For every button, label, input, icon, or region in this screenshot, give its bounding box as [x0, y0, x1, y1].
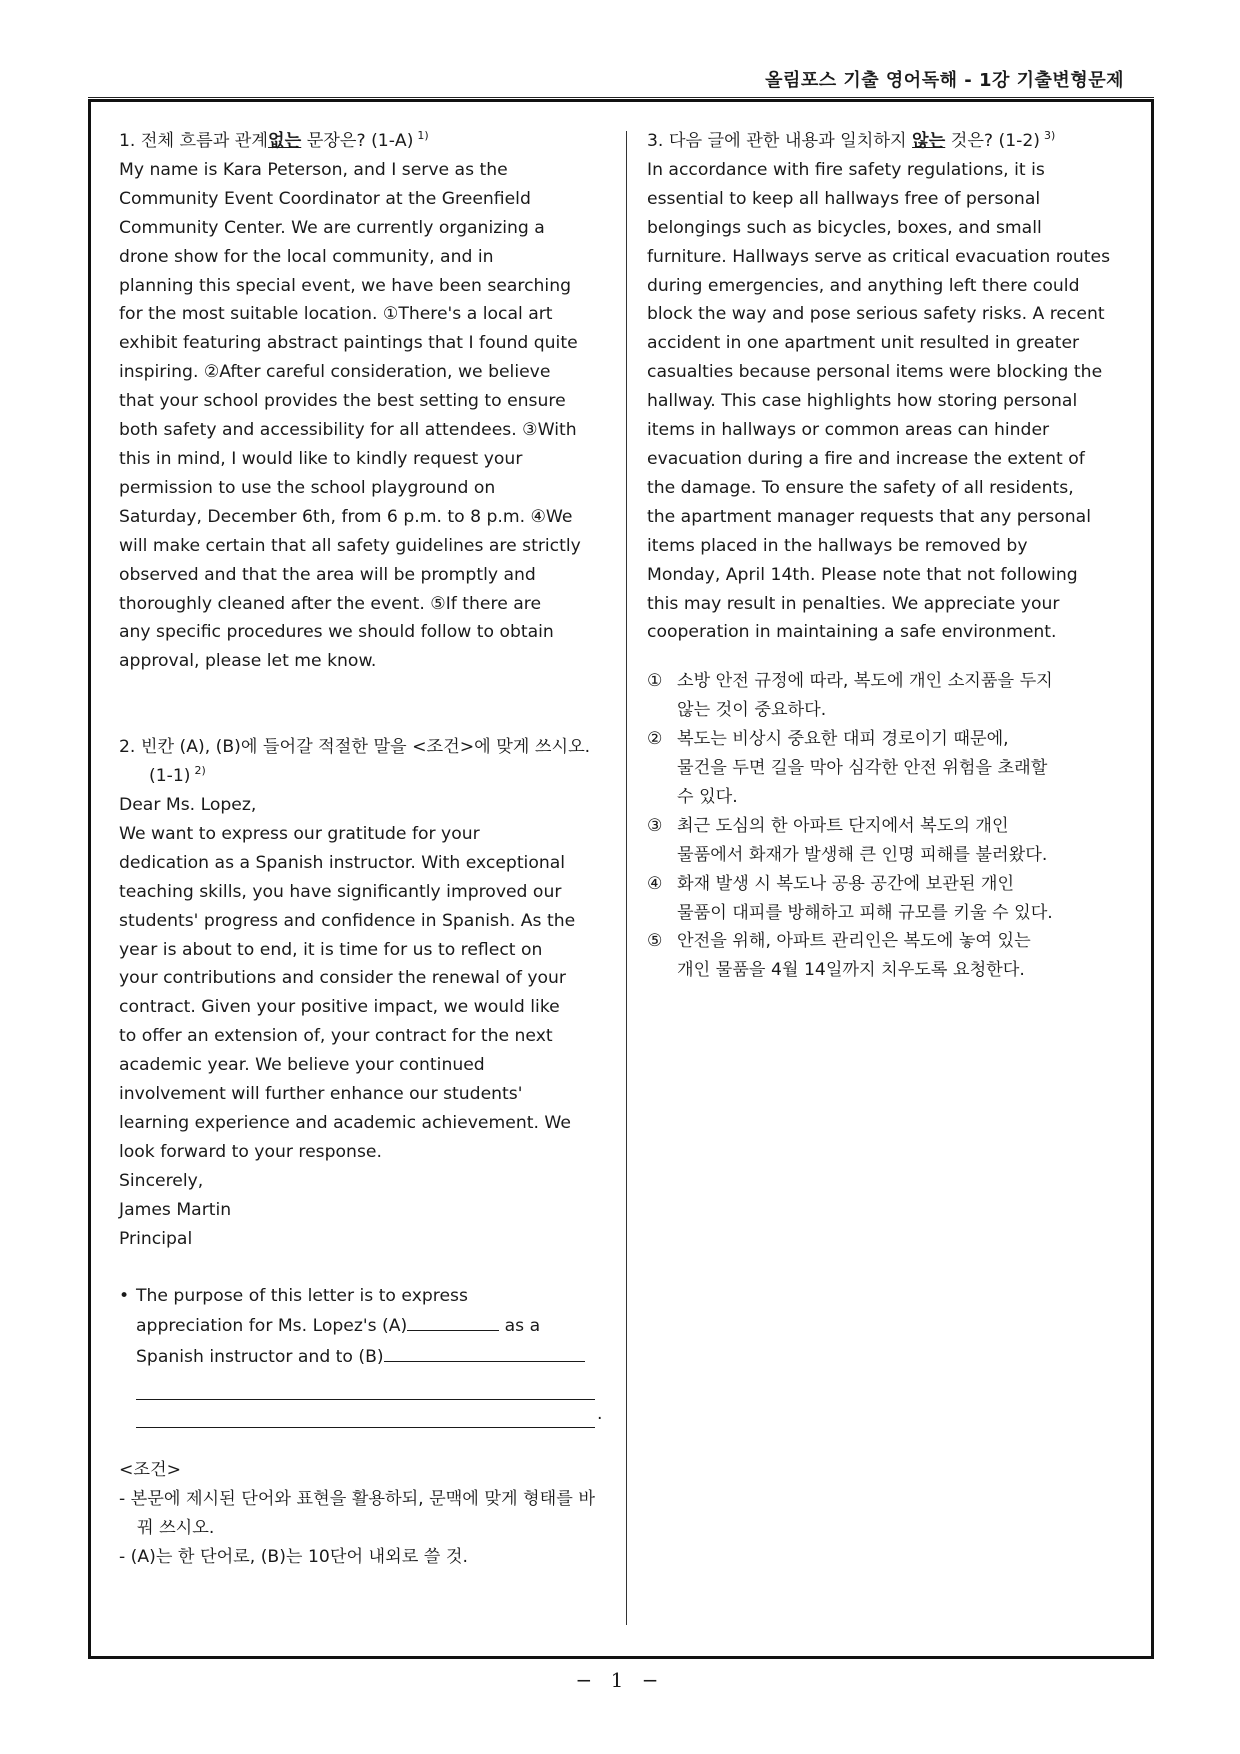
passage-line: Sincerely,	[119, 1170, 204, 1191]
question-2-title: 2. 빈칸 (A), (B)에 들어갈 적절한 말을 <조건>에 맞게 쓰시오. (1-1) $^{2)}$	[119, 737, 591, 787]
document-header-title: 올림포스 기출 영어독해 - 1강 기출변형문제	[765, 70, 1124, 91]
answer-option-3[interactable]	[647, 812, 1137, 870]
passage-line: In accordance with fire safety regulations, it is	[647, 159, 1045, 180]
passage-line: students' progress and confidence in Spanish. As the	[119, 910, 576, 931]
answer-options	[647, 667, 1137, 985]
passage-line: observed and that the area will be promptly and	[119, 564, 536, 585]
condition-item: - (A)는 한 단어로, (B)는 10단어 내외로 쓸 것.	[119, 1546, 468, 1567]
passage-line: essential to keep all hallways free of personal	[647, 188, 1041, 209]
option-text: 최근 도심의 한 아파트 단지에서 복도의 개인	[677, 815, 1009, 836]
passage-line: evacuation during a fire and increase the extent of	[647, 448, 1085, 469]
passage-line: items placed in the hallways be removed by	[647, 535, 1028, 556]
passage-line: Saturday, December 6th, from 6 p.m. to 8 p.m. ④We	[119, 506, 573, 527]
passage-line: the damage. To ensure the safety of all residents,	[647, 477, 1074, 498]
option-number: ④	[647, 873, 663, 894]
end-period: .	[597, 1404, 603, 1425]
footnote-marker: 2)	[194, 764, 206, 778]
passage-line: belongings such as bicycles, boxes, and small	[647, 217, 1042, 238]
passage-line: approval, please let me know.	[119, 651, 377, 672]
option-number: ③	[647, 815, 663, 836]
option-text: 개인 물품을 4월 14일까지 치우도록 요청한다.	[677, 960, 1025, 981]
passage-line: both safety and accessibility for all attendees. ③With	[119, 420, 577, 441]
option-text: 소방 안전 규정에 따라, 복도에 개인 소지품을 두지	[677, 671, 1053, 692]
passage-line: Community Event Coordinator at the Greenfield	[119, 188, 531, 209]
answer-option-2[interactable]	[647, 725, 1137, 812]
passage-line: look forward to your response.	[119, 1141, 382, 1162]
passage-line: academic year. We believe your continued	[119, 1055, 485, 1076]
question-1-title: 1. 전체 흐름과 관계없는 문장은? (1-A) $^{1)}$	[119, 129, 429, 151]
passage-line: contract. Given your positive impact, we would like	[119, 997, 560, 1018]
blank-a[interactable]	[407, 1310, 499, 1331]
header-rule	[88, 97, 1154, 98]
passage-line: during emergencies, and anything left there could	[647, 275, 1080, 296]
passage-line: to offer an extension of, your contract for the next	[119, 1026, 553, 1047]
passage-line: inspiring. ②After careful consideration, we believe	[119, 362, 551, 383]
passage-line: My name is Kara Peterson, and I serve as the	[119, 159, 508, 180]
footnote-marker: 3)	[1044, 129, 1056, 143]
passage-line: hallway. This case highlights how storing personal	[647, 391, 1078, 412]
passage-line: items in hallways or common areas can hinder	[647, 420, 1050, 441]
bullet-icon: •	[119, 1285, 130, 1306]
passage-line: that your school provides the best setting to ensure	[119, 391, 566, 412]
column-divider	[626, 131, 627, 1625]
passage-line: drone show for the local community, and in	[119, 246, 494, 267]
passage-line: casualties because personal items were blocking the	[647, 362, 1103, 383]
passage-line: James Martin	[119, 1199, 232, 1220]
option-text: 수 있다.	[677, 786, 738, 807]
passage-line: accident in one apartment unit resulted in greater	[647, 333, 1080, 354]
answer-option-4[interactable]	[647, 870, 1137, 928]
summary-line: • The purpose of this letter is to express	[119, 1282, 599, 1311]
passage-line: teaching skills, you have significantly improved our	[119, 881, 562, 902]
passage-line: Principal	[119, 1228, 193, 1249]
emphasis-word: 없는	[268, 131, 302, 151]
option-text: 물품에서 화재가 발생해 큰 인명 피해를 불러왔다.	[677, 844, 1048, 865]
conditions-box	[119, 1456, 599, 1572]
answer-line[interactable]	[136, 1400, 595, 1428]
option-number: ⑤	[647, 931, 663, 952]
option-text: 안전을 위해, 아파트 관리인은 복도에 놓여 있는	[677, 931, 1031, 952]
passage-line: Dear Ms. Lopez,	[119, 795, 257, 816]
passage-line: the apartment manager requests that any personal	[647, 506, 1091, 527]
passage-line: involvement will further enhance our students'	[119, 1084, 523, 1105]
passage-line: your contributions and consider the renewal of your	[119, 968, 567, 989]
option-text: 화재 발생 시 복도나 공용 공간에 보관된 개인	[677, 873, 1015, 894]
question-2-letter	[119, 791, 599, 1254]
passage-line: dedication as a Spanish instructor. With exceptional	[119, 852, 566, 873]
passage-line: Community Center. We are currently organizing a	[119, 217, 545, 238]
passage-line: this in mind, I would like to kindly request your	[119, 448, 523, 469]
option-text: 않는 것이 중요하다.	[677, 700, 827, 721]
passage-line: year is about to end, it is time for us to reflect on	[119, 939, 543, 960]
option-text: 물품이 대피를 방해하고 피해 규모를 키울 수 있다.	[677, 902, 1053, 923]
passage-line: furniture. Hallways serve as critical evacuation routes	[647, 246, 1111, 267]
question-3-passage	[647, 156, 1137, 647]
passage-line: block the way and pose serious safety risks. A recent	[647, 304, 1105, 325]
passage-line: for the most suitable location. ①There's a local art	[119, 304, 553, 325]
summary-sentence	[119, 1282, 603, 1429]
option-text: 물건을 두면 길을 막아 심각한 안전 위험을 초래할	[677, 758, 1048, 779]
passage-line: planning this special event, we have been searching	[119, 275, 572, 296]
passage-line: We want to express our gratitude for your	[119, 823, 480, 844]
option-number: ②	[647, 729, 663, 750]
passage-line: exhibit featuring abstract paintings that I found quite	[119, 333, 578, 354]
passage-line: will make certain that all safety guidelines are strictly	[119, 535, 581, 556]
answer-option-1[interactable]	[647, 667, 1137, 725]
blank-b[interactable]	[384, 1341, 585, 1362]
option-number: ①	[647, 671, 663, 692]
summary-line: appreciation for Ms. Lopez's (A) as a	[119, 1310, 599, 1341]
passage-line: this may result in penalties. We appreciate your	[647, 593, 1060, 614]
emphasis-word: 않는	[912, 131, 946, 151]
answer-option-5[interactable]	[647, 927, 1137, 985]
passage-line: learning experience and academic achievement. We	[119, 1113, 571, 1133]
page-number: − 1 −	[575, 1668, 665, 1692]
summary-line: Spanish instructor and to (B)	[119, 1341, 599, 1372]
right-column	[647, 127, 1137, 985]
passage-line: permission to use the school playground on	[119, 477, 496, 498]
answer-line[interactable]	[136, 1372, 595, 1400]
question-1-passage	[119, 156, 599, 676]
footnote-marker: 1)	[417, 129, 429, 143]
left-column	[119, 127, 603, 1572]
condition-item: - 본문에 제시된 단어와 표현을 활용하되, 문맥에 맞게 형태를 바꿔 쓰시오.	[119, 1489, 595, 1539]
question-3-title: 3. 다음 글에 관한 내용과 일치하지 않는 것은? (1-2) $^{3)}$	[647, 129, 1056, 151]
conditions-heading: <조건>	[119, 1460, 182, 1481]
passage-line: thoroughly cleaned after the event. ⑤If there are	[119, 593, 542, 614]
passage-line: Monday, April 14th. Please note that not following	[647, 564, 1078, 585]
passage-line: cooperation in maintaining a safe environment.	[647, 622, 1057, 643]
passage-line: any specific procedures we should follow to obtain	[119, 622, 554, 643]
option-text: 복도는 비상시 중요한 대피 경로이기 때문에,	[677, 729, 1009, 750]
